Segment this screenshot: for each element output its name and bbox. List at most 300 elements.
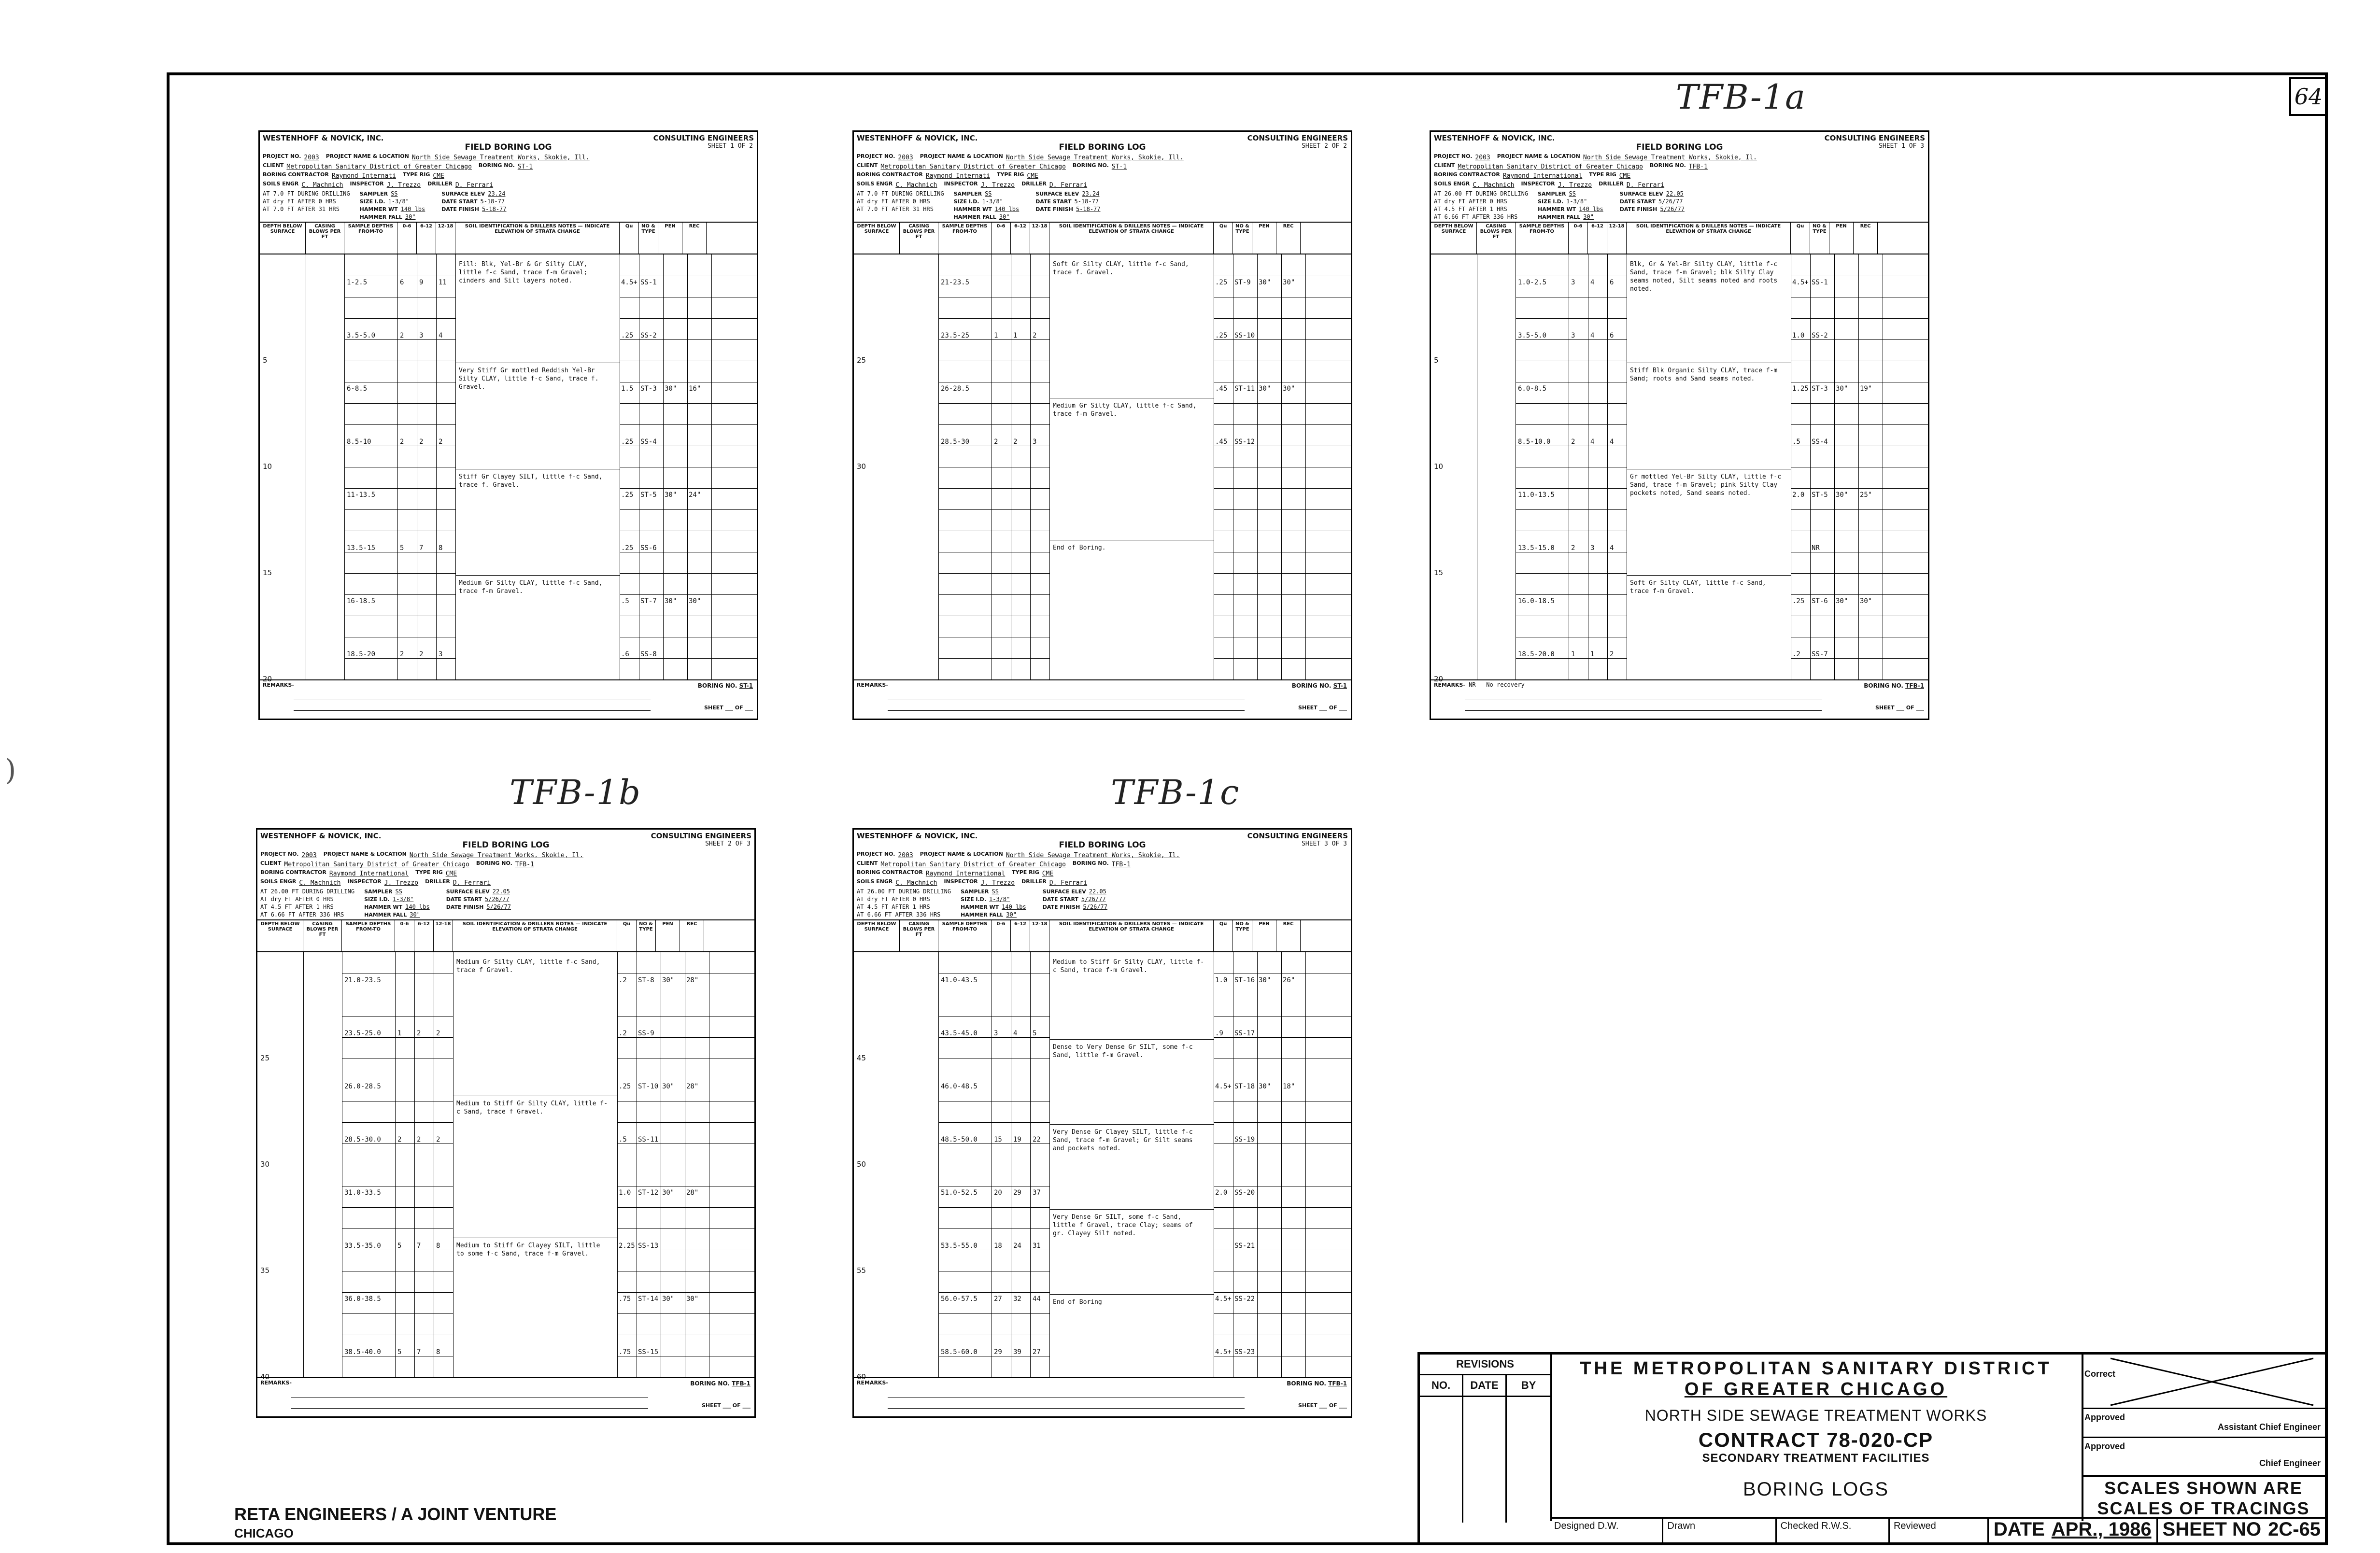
column-headers xyxy=(854,920,1351,952)
column-header: 0-6 xyxy=(992,223,1011,254)
blow-count: 4 xyxy=(1610,544,1614,552)
column-header: REC xyxy=(1276,920,1301,951)
blow-count: 29 xyxy=(994,1348,1002,1356)
company-name: WESTENHOFF & NOVICK, INC. xyxy=(857,134,978,142)
log-info: PROJECT NO. 2003 PROJECT NAME & LOCATION North Side Sewage Treatment Works, Skokie, Il. CLIENT Metropolitan Sanitary District of Greater Chicago BORING NO. TFB-1 BORING CONTRACTOR Raymond International TYPE RIG CME SOILS ENGR C. Machnich INSPECTOR J. Trezzo DRILLER D. Ferrari AT 26.00 FT DURING DRILLING AT dry FT AFTER 0 HRS AT 4.5 FT AFTER 1 HRS AT 6.66 FT AFTER 336 HRS SAMPLER SS SIZE I.D. 1-3/8" HAMMER WT 140 lbs HAMMER FALL 30" SURFACE ELEV 22.05 DATE START 5/26/77 DATE FINISH 5/26/77 xyxy=(854,850,1351,920)
hammer-fall: 30" xyxy=(999,213,1010,220)
inspector: J. Trezzo xyxy=(386,182,421,189)
footer-boring-no: TFB-1 xyxy=(732,1380,751,1387)
client: Metropolitan Sanitary District of Greater Chicago xyxy=(1458,163,1643,170)
label-tfb-1c: TFB-1c xyxy=(1111,773,1240,812)
sample-depth: 18.5-20 xyxy=(347,650,376,658)
depth-label: 30 xyxy=(260,1160,270,1169)
blow-count: 7 xyxy=(417,1242,421,1250)
blow-count: 2 xyxy=(419,650,424,658)
sample-no: SS-20 xyxy=(1234,1189,1255,1197)
log-footer xyxy=(854,1377,1351,1416)
blow-count: 2 xyxy=(1033,332,1037,339)
column-header: Qu xyxy=(617,920,637,951)
org-line-2: OF GREATER CHICAGO xyxy=(1684,1379,1948,1399)
field-boring-log xyxy=(852,130,1352,720)
sample-no: ST-8 xyxy=(638,976,654,984)
pen-value: 30" xyxy=(1259,279,1271,286)
blow-count: 1 xyxy=(1013,332,1018,339)
column-header: SOIL IDENTIFICATION & DRILLERS NOTES — INDICATE ELEVATION OF STRATA CHANGE xyxy=(455,223,620,254)
sampler-size: 1-3/8" xyxy=(982,198,1003,205)
log-footer xyxy=(854,679,1351,719)
sample-no: ST-9 xyxy=(1234,279,1251,286)
qu-value: 2.25 xyxy=(619,1242,635,1250)
boring-no: TFB-1 xyxy=(1688,163,1708,170)
driller: D. Ferrari xyxy=(453,879,491,887)
sample-depth: 28.5-30.0 xyxy=(344,1136,381,1144)
footer-sheet: SHEET ___ OF ___ xyxy=(701,1402,751,1409)
blow-count: 2 xyxy=(994,438,998,446)
project-no: 2003 xyxy=(898,154,913,161)
driller: D. Ferrari xyxy=(1049,879,1088,887)
designed-by: Designed D.W. xyxy=(1550,1519,1663,1543)
water-obs-line: AT 6.66 FT AFTER 336 HRS xyxy=(857,911,941,918)
client: Metropolitan Sanitary District of Greater Chicago xyxy=(880,861,1066,868)
date-start: 5/26/77 xyxy=(484,896,510,903)
strata-description: Stiff Gr Clayey SILT, little f-c Sand, trace f. Gravel. xyxy=(459,473,603,489)
blow-count: 3 xyxy=(1571,279,1575,286)
consulting-label: CONSULTING ENGINEERS xyxy=(651,832,751,840)
soils-engr: C. Machnich xyxy=(895,182,937,189)
depth-label: 25 xyxy=(260,1054,270,1062)
revisions-block xyxy=(1420,1355,1552,1521)
revisions-body xyxy=(1420,1397,1550,1523)
sample-depth: 51.0-52.5 xyxy=(941,1189,978,1197)
blow-count: 1 xyxy=(1590,650,1595,658)
column-header: PEN xyxy=(1829,223,1854,254)
project-no: 2003 xyxy=(304,154,319,161)
sample-no: SS-21 xyxy=(1234,1242,1255,1250)
column-headers xyxy=(854,223,1351,254)
date-finish: 5/26/77 xyxy=(1660,206,1685,212)
company-name: WESTENHOFF & NOVICK, INC. xyxy=(260,832,382,840)
log-body xyxy=(1431,254,1928,683)
column-header: CASING BLOWS PER FT xyxy=(900,920,938,951)
depth-label: 60 xyxy=(857,1372,866,1381)
blow-count: 1 xyxy=(397,1030,402,1037)
log-body xyxy=(260,254,757,683)
blow-count: 29 xyxy=(1013,1189,1021,1197)
water-obs-line: AT dry FT AFTER 0 HRS xyxy=(1434,198,1507,205)
rev-col-by: BY xyxy=(1521,1379,1536,1391)
title-center xyxy=(1550,1355,2083,1521)
surface-elev: 23.24 xyxy=(488,190,506,197)
water-obs-line: AT 7.0 FT DURING DRILLING xyxy=(857,190,944,197)
sample-no: SS-15 xyxy=(638,1348,659,1356)
sample-no: ST-16 xyxy=(1234,976,1255,984)
client: Metropolitan Sanitary District of Greater Chicago xyxy=(880,163,1066,170)
blow-count: 39 xyxy=(1013,1348,1021,1356)
qu-value: .2 xyxy=(619,1030,627,1037)
depth-label: 15 xyxy=(263,568,272,577)
depth-label: 30 xyxy=(857,462,866,471)
qu-value: .45 xyxy=(1215,438,1228,446)
soils-engr: C. Machnich xyxy=(895,879,937,887)
scales-line-1: SCALES SHOWN ARE xyxy=(2104,1478,2303,1498)
strata-description: Medium Gr Silty CLAY, little f-c Sand, trace f Gravel. xyxy=(456,959,600,974)
log-body xyxy=(854,952,1351,1381)
log-info: PROJECT NO. 2003 PROJECT NAME & LOCATION North Side Sewage Treatment Works, Skokie, Ill. CLIENT Metropolitan Sanitary District of Greater Chicago BORING NO. ST-1 BORING CONTRACTOR Raymond Internati TYPE RIG CME SOILS ENGR C. Machnich INSPECTOR J. Trezzo DRILLER D. Ferrari AT 7.0 FT DURING DRILLING AT dry FT AFTER 0 HRS AT 7.0 FT AFTER 31 HRS SAMPLER SS SIZE I.D. 1-3/8" HAMMER WT 140 lbs HAMMER FALL 30" SURFACE ELEV 23.24 DATE START 5-18-77 DATE FINISH 5-18-77 xyxy=(260,152,757,223)
project-name: North Side Sewage Treatment Works, Skokie, Ill. xyxy=(411,154,590,161)
inspector: J. Trezzo xyxy=(384,879,419,887)
column-header: NO & TYPE xyxy=(1233,223,1252,254)
sheet-value: 2C-65 xyxy=(2268,1519,2321,1540)
hammer-wt: 140 lbs xyxy=(405,904,430,910)
hammer-wt: 140 lbs xyxy=(994,206,1020,212)
date-finish: 5-18-77 xyxy=(482,206,507,212)
column-header: CASING BLOWS PER FT xyxy=(900,223,938,254)
rec-value: 19" xyxy=(1860,385,1872,393)
column-header: 0-6 xyxy=(1569,223,1588,254)
sample-depth: 23.5-25 xyxy=(941,332,970,339)
pen-value: 30" xyxy=(1259,1083,1271,1090)
blow-count: 1 xyxy=(994,332,998,339)
surface-elev: 22.05 xyxy=(1089,888,1106,895)
rec-value: 30" xyxy=(686,1295,699,1303)
remarks-label: REMARKS- xyxy=(260,1380,292,1386)
column-header: SOIL IDENTIFICATION & DRILLERS NOTES — INDICATE ELEVATION OF STRATA CHANGE xyxy=(1049,920,1214,951)
sample-depth: 26.0-28.5 xyxy=(344,1083,381,1090)
qu-value: .25 xyxy=(621,438,634,446)
qu-value: .6 xyxy=(621,650,629,658)
soils-engr: C. Machnich xyxy=(299,879,341,887)
qu-value: .25 xyxy=(621,332,634,339)
blow-count: 15 xyxy=(994,1136,1002,1144)
column-header: 6-12 xyxy=(1011,223,1030,254)
qu-value: .5 xyxy=(619,1136,627,1144)
column-header: 6-12 xyxy=(1588,223,1607,254)
sample-depth: 56.0-57.5 xyxy=(941,1295,978,1303)
blow-count: 2 xyxy=(417,1136,421,1144)
sample-no: SS-10 xyxy=(1234,332,1255,339)
date-finish: 5/26/77 xyxy=(486,904,511,910)
sample-depth: 33.5-35.0 xyxy=(344,1242,381,1250)
reviewed-by: Reviewed xyxy=(1890,1519,1989,1543)
sample-depth: 16-18.5 xyxy=(347,597,376,605)
strata-description: Medium to Stiff Gr Clayey SILT, little to some f-c Sand, trace f-m Gravel. xyxy=(456,1242,600,1257)
strata-description: End of Boring xyxy=(1053,1299,1102,1306)
approval-block xyxy=(2082,1355,2325,1477)
label-tfb-1b: TFB-1b xyxy=(510,773,641,812)
column-header: REC xyxy=(680,920,704,951)
hammer-wt: 140 lbs xyxy=(1002,904,1026,910)
blow-count: 3 xyxy=(1571,332,1575,339)
footer-boring-no: ST-1 xyxy=(1333,682,1347,689)
project-name: North Side Sewage Treatment Works, Skokie, Il. xyxy=(1006,852,1180,859)
column-header: DEPTH BELOW SURFACE xyxy=(854,920,900,951)
pen-value: 30" xyxy=(662,976,675,984)
column-header: DEPTH BELOW SURFACE xyxy=(854,223,900,254)
water-obs-line: AT 6.66 FT AFTER 336 HRS xyxy=(1434,213,1518,220)
page-number: 64 xyxy=(2289,77,2328,116)
scales-line-2: SCALES OF TRACINGS xyxy=(2097,1498,2310,1518)
blow-count: 31 xyxy=(1033,1242,1041,1250)
sample-no: SS-4 xyxy=(640,438,657,446)
date-start: 5/26/77 xyxy=(1081,896,1106,903)
approved-label-1: Approved xyxy=(2084,1412,2125,1422)
date-start: 5/26/77 xyxy=(1658,198,1683,205)
blow-count: 5 xyxy=(400,544,404,552)
footer-sheet: SHEET ___ OF ___ xyxy=(1875,705,1924,711)
rec-value: 30" xyxy=(1283,385,1295,393)
form-title: FIELD BORING LOG xyxy=(1059,142,1146,152)
remarks-label: REMARKS- xyxy=(1434,682,1465,688)
hammer-wt: 140 lbs xyxy=(400,206,425,212)
strata-description: Very Dense Gr SILT, some f-c Sand, little f Gravel, trace Clay; seams of gr. Clayey Silt noted. xyxy=(1053,1214,1193,1237)
field-boring-log xyxy=(1430,130,1929,720)
depth-label: 10 xyxy=(263,462,272,471)
column-header: Qu xyxy=(1791,223,1810,254)
water-observations xyxy=(857,888,951,918)
chief-label: Chief Engineer xyxy=(2259,1458,2321,1468)
sample-no: SS-13 xyxy=(638,1242,659,1250)
column-header: 6-12 xyxy=(414,920,434,951)
sample-no: SS-19 xyxy=(1234,1136,1255,1144)
strata-description: Medium to Stiff Gr Silty CLAY, little f-c Sand, trace f Gravel. xyxy=(456,1100,608,1115)
boring-no-label: BORING NO. xyxy=(697,682,737,689)
sample-depth: 31.0-33.5 xyxy=(344,1189,381,1197)
date-finish: 5-18-77 xyxy=(1076,206,1101,212)
sample-depth: 11.0-13.5 xyxy=(1518,491,1555,499)
form-title: FIELD BORING LOG xyxy=(1059,840,1146,850)
column-header: PEN xyxy=(1252,223,1276,254)
sample-no: ST-14 xyxy=(638,1295,659,1303)
sample-no: ST-18 xyxy=(1234,1083,1255,1090)
sample-depth: 26-28.5 xyxy=(941,385,970,393)
blow-count: 3 xyxy=(1033,438,1037,446)
blow-count: 44 xyxy=(1033,1295,1041,1303)
sampler-size: 1-3/8" xyxy=(388,198,409,205)
sample-no: SS-23 xyxy=(1234,1348,1255,1356)
depth-label: 40 xyxy=(260,1372,270,1381)
qu-value: 1.0 xyxy=(1215,976,1228,984)
water-obs-line: AT 7.0 FT AFTER 31 HRS xyxy=(263,206,340,212)
column-header: SAMPLE DEPTHS FROM-TO xyxy=(938,920,992,951)
blow-count: 5 xyxy=(397,1348,402,1356)
boring-no-label: BORING NO. xyxy=(1287,1380,1326,1387)
blow-count: 3 xyxy=(419,332,424,339)
correct-label: Correct xyxy=(2084,1369,2116,1379)
sample-depth: 23.5-25.0 xyxy=(344,1030,381,1037)
inspector: J. Trezzo xyxy=(980,879,1015,887)
water-observations xyxy=(260,888,354,918)
blow-count: 19 xyxy=(1013,1136,1021,1144)
boring-no: TFB-1 xyxy=(515,861,534,868)
hammer-fall: 30" xyxy=(410,911,420,918)
footer-sheet: SHEET ___ OF ___ xyxy=(1298,705,1347,711)
water-observations xyxy=(857,190,944,221)
sample-depth: 21-23.5 xyxy=(941,279,970,286)
rec-value: 16" xyxy=(689,385,701,393)
column-header: SAMPLE DEPTHS FROM-TO xyxy=(344,223,397,254)
consulting-label: CONSULTING ENGINEERS xyxy=(653,134,754,142)
sample-no: ST-11 xyxy=(1234,385,1255,393)
blow-count: 3 xyxy=(1590,544,1595,552)
depth-label: 5 xyxy=(1434,356,1439,365)
blow-count: 22 xyxy=(1033,1136,1041,1144)
water-obs-line: AT 4.5 FT AFTER 1 HRS xyxy=(260,904,334,910)
depth-label: 55 xyxy=(857,1266,866,1275)
blow-count: 4 xyxy=(439,332,443,339)
consulting-label: CONSULTING ENGINEERS xyxy=(1824,134,1925,142)
blow-count: 2 xyxy=(436,1030,440,1037)
sample-no: ST-10 xyxy=(638,1083,659,1090)
field-boring-log xyxy=(258,130,758,720)
column-header: SOIL IDENTIFICATION & DRILLERS NOTES — INDICATE ELEVATION OF STRATA CHANGE xyxy=(1049,223,1214,254)
log-body xyxy=(854,254,1351,679)
column-header: Qu xyxy=(620,223,639,254)
qu-value: 1.0 xyxy=(619,1189,631,1197)
water-obs-line: AT 7.0 FT AFTER 31 HRS xyxy=(857,206,934,212)
log-footer xyxy=(1431,679,1928,719)
column-header: SOIL IDENTIFICATION & DRILLERS NOTES — INDICATE ELEVATION OF STRATA CHANGE xyxy=(1627,223,1791,254)
sample-depth: 53.5-55.0 xyxy=(941,1242,978,1250)
blow-count: 6 xyxy=(1610,279,1614,286)
column-header: REC xyxy=(682,223,707,254)
title-block xyxy=(1417,1352,2328,1545)
form-title: FIELD BORING LOG xyxy=(462,840,550,850)
hammer-wt: 140 lbs xyxy=(1579,206,1603,212)
soils-engr: C. Machnich xyxy=(1473,182,1515,189)
column-headers xyxy=(260,223,757,254)
sample-depth: 8.5-10.0 xyxy=(1518,438,1551,446)
column-header: NO & TYPE xyxy=(639,223,658,254)
depth-label: 15 xyxy=(1434,568,1444,577)
column-header: 6-12 xyxy=(1011,920,1030,951)
strata-description: End of Boring. xyxy=(1053,544,1106,551)
drawing-title: BORING LOGS xyxy=(1742,1479,1889,1500)
blow-count: 8 xyxy=(439,544,443,552)
contractor: Raymond International xyxy=(925,870,1006,877)
water-obs-line: AT dry FT AFTER 0 HRS xyxy=(857,198,930,205)
column-header: 0-6 xyxy=(992,920,1011,951)
qu-value: .5 xyxy=(621,597,629,605)
asst-chief-label: Assistant Chief Engineer xyxy=(2217,1422,2321,1432)
rec-value: 25" xyxy=(1860,491,1872,499)
project-name: North Side Sewage Treatment Works, Skokie, Il. xyxy=(1583,154,1757,161)
pen-value: 30" xyxy=(665,385,677,393)
blow-count: 20 xyxy=(994,1189,1002,1197)
hammer-fall: 30" xyxy=(1583,213,1594,220)
rig-type: CME xyxy=(1042,870,1054,877)
column-header: DEPTH BELOW SURFACE xyxy=(1431,223,1477,254)
water-obs-line: AT 4.5 FT AFTER 1 HRS xyxy=(1434,206,1507,212)
contractor: Raymond International xyxy=(1502,172,1583,180)
sheet-number: SHEET 1 OF 2 xyxy=(708,142,753,150)
sample-depth: 1-2.5 xyxy=(347,279,368,286)
date-finish: 5/26/77 xyxy=(1083,904,1107,910)
strata-description: Soft Gr Silty CLAY, little f-c Sand, trace f-m Gravel. xyxy=(1630,579,1766,595)
column-header: 12-18 xyxy=(434,920,453,951)
sample-no: ST-7 xyxy=(640,597,657,605)
org-line-1: THE METROPOLITAN SANITARY DISTRICT xyxy=(1580,1358,2052,1379)
contractor: Raymond Internati xyxy=(925,172,990,180)
sample-depth: 18.5-20.0 xyxy=(1518,650,1555,658)
footer-boring-no: TFB-1 xyxy=(1328,1380,1347,1387)
strata-description: Medium to Stiff Gr Silty CLAY, little f-c Sand, trace f-m Gravel. xyxy=(1053,959,1204,974)
qu-value: 4.5+ xyxy=(1215,1348,1232,1356)
blow-count: 2 xyxy=(400,438,404,446)
column-header: Qu xyxy=(1214,223,1233,254)
form-title: FIELD BORING LOG xyxy=(1636,142,1723,152)
rec-value: 26" xyxy=(1283,976,1295,984)
column-header: 0-6 xyxy=(395,920,414,951)
blow-count: 6 xyxy=(1610,332,1614,339)
blow-count: 2 xyxy=(417,1030,421,1037)
field-boring-log xyxy=(256,828,756,1418)
blow-count: 2 xyxy=(439,438,443,446)
pen-value: 30" xyxy=(1836,491,1848,499)
column-header: PEN xyxy=(658,223,682,254)
label-tfb-1a: TFB-1a xyxy=(1676,77,1806,117)
qu-value: .25 xyxy=(621,491,634,499)
water-obs-line: AT dry FT AFTER 0 HRS xyxy=(260,896,334,903)
sample-depth: 21.0-23.5 xyxy=(344,976,381,984)
remarks-label: REMARKS- xyxy=(857,1380,888,1386)
blow-count: 4 xyxy=(1610,438,1614,446)
water-obs-line: AT 26.00 FT DURING DRILLING xyxy=(857,888,951,895)
blow-count: 6 xyxy=(400,279,404,286)
project-name: North Side Sewage Treatment Works, Skokie, Ill. xyxy=(1006,154,1184,161)
sample-depth: 6-8.5 xyxy=(347,385,368,393)
client: Metropolitan Sanitary District of Greater Chicago xyxy=(284,861,469,868)
soils-engr: C. Machnich xyxy=(301,182,343,189)
strata-description: Soft Gr Silty CLAY, little f-c Sand, trace f. Gravel. xyxy=(1053,261,1189,276)
sample-depth: 43.5-45.0 xyxy=(941,1030,978,1037)
sample-no: ST-5 xyxy=(1812,491,1828,499)
water-obs-line: AT 4.5 FT AFTER 1 HRS xyxy=(857,904,930,910)
column-header: REC xyxy=(1854,223,1878,254)
blow-count: 18 xyxy=(994,1242,1002,1250)
project-no: 2003 xyxy=(301,852,317,859)
qu-value: 2.0 xyxy=(1215,1189,1228,1197)
blow-count: 4 xyxy=(1013,1030,1018,1037)
strata-description: Fill: Blk, Yel-Br & Gr Silty CLAY, little f-c Sand, trace f-m Gravel; cinders and Silt layers noted. xyxy=(459,261,588,284)
depth-label: 50 xyxy=(857,1160,866,1169)
qu-value: .25 xyxy=(1792,597,1805,605)
blow-count: 4 xyxy=(1590,279,1595,286)
sample-depth: 38.5-40.0 xyxy=(344,1348,381,1356)
rec-value: 28" xyxy=(686,1083,699,1090)
company-name: WESTENHOFF & NOVICK, INC. xyxy=(1434,134,1555,142)
column-header: Qu xyxy=(1214,920,1233,951)
qu-value: .2 xyxy=(619,976,627,984)
column-headers xyxy=(1431,223,1928,254)
blow-count: 2 xyxy=(1610,650,1614,658)
sample-depth: 46.0-48.5 xyxy=(941,1083,978,1090)
facilities: SECONDARY TREATMENT FACILITIES xyxy=(1702,1452,1930,1465)
sample-no: SS-12 xyxy=(1234,438,1255,446)
blow-count: 8 xyxy=(436,1348,440,1356)
blow-count: 27 xyxy=(994,1295,1002,1303)
date-label: DATE xyxy=(1993,1519,2045,1540)
contract-number: CONTRACT 78-020-CP xyxy=(1698,1428,1934,1451)
column-header: SAMPLE DEPTHS FROM-TO xyxy=(342,920,395,951)
qu-value: 1.25 xyxy=(1792,385,1809,393)
rig-type: CME xyxy=(1027,172,1038,180)
field-boring-log xyxy=(852,828,1352,1418)
sample-no: SS-7 xyxy=(1812,650,1828,658)
blow-count: 2 xyxy=(436,1136,440,1144)
boring-no-label: BORING NO. xyxy=(1864,682,1903,689)
qu-value: .5 xyxy=(1792,438,1800,446)
sample-no: SS-4 xyxy=(1812,438,1828,446)
